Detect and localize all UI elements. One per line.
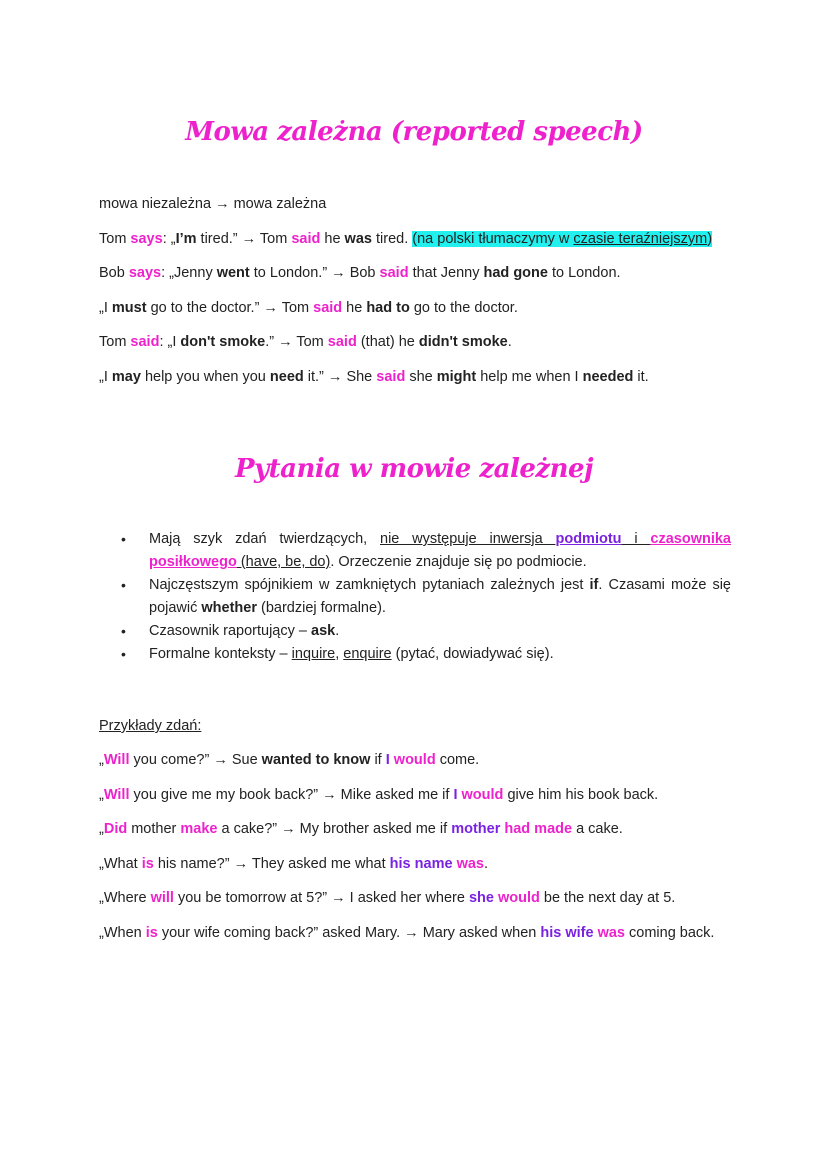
- examples-heading: Przykłady zdań:: [99, 718, 202, 734]
- example-3: „I must go to the doctor.” → Tom said he had to go to the doctor.: [99, 300, 518, 316]
- bullet-icon: •: [121, 577, 126, 593]
- bullet-icon: •: [121, 531, 126, 547]
- intro-line: mowa niezależna → mowa zależna: [99, 196, 327, 212]
- translation-note: (na polski tłumaczymy w czasie teraźniejszym): [412, 231, 713, 247]
- question-example-3: „Did mother make a cake?” → My brother asked me if mother had made a cake.: [99, 821, 623, 837]
- page-title: Mowa zależna (reported speech): [185, 117, 643, 147]
- question-example-5: „Where will you be tomorrow at 5?” → I asked her where she would be the next day at 5.: [99, 890, 676, 906]
- example-1: Tom says: „I’m tired.” → Tom said he was tired. (na polski tłumaczymy w czasie teraźniejszym): [99, 231, 713, 247]
- example-2: Bob says: „Jenny went to London.” → Bob said that Jenny had gone to London.: [99, 265, 621, 281]
- list-item: • Czasownik raportujący – ask.: [99, 620, 731, 643]
- bullet-icon: •: [121, 623, 126, 639]
- question-example-6: „When is your wife coming back?” asked Mary. → Mary asked when his wife was coming back.: [99, 925, 715, 941]
- list-item: • Mają szyk zdań twierdzących, nie występuje inwersja podmiotu i czasownika posiłkowego (have, be, do). Orzeczenie znajduje się po podmiocie.: [99, 528, 731, 574]
- question-example-2: „Will you give me my book back?” → Mike asked me if I would give him his book back.: [99, 787, 659, 803]
- bullet-icon: •: [121, 646, 126, 662]
- section-title: Pytania w mowie zależnej: [235, 454, 593, 484]
- question-example-4: „What is his name?” → They asked me what his name was.: [99, 856, 489, 872]
- list-item: • Formalne konteksty – inquire, enquire (pytać, dowiadywać się).: [99, 643, 731, 666]
- list-item: • Najczęstszym spójnikiem w zamkniętych pytaniach zależnych jest if. Czasami może się pojawić whether (bardziej formalne).: [99, 574, 731, 620]
- example-4: Tom said: „I don't smoke.” → Tom said (that) he didn't smoke.: [99, 334, 512, 350]
- example-5: „I may help you when you need it.” → She said she might help me when I needed it.: [99, 369, 649, 385]
- question-example-1: „Will you come?” → Sue wanted to know if I would come.: [99, 752, 480, 768]
- rules-list: [99, 528, 731, 666]
